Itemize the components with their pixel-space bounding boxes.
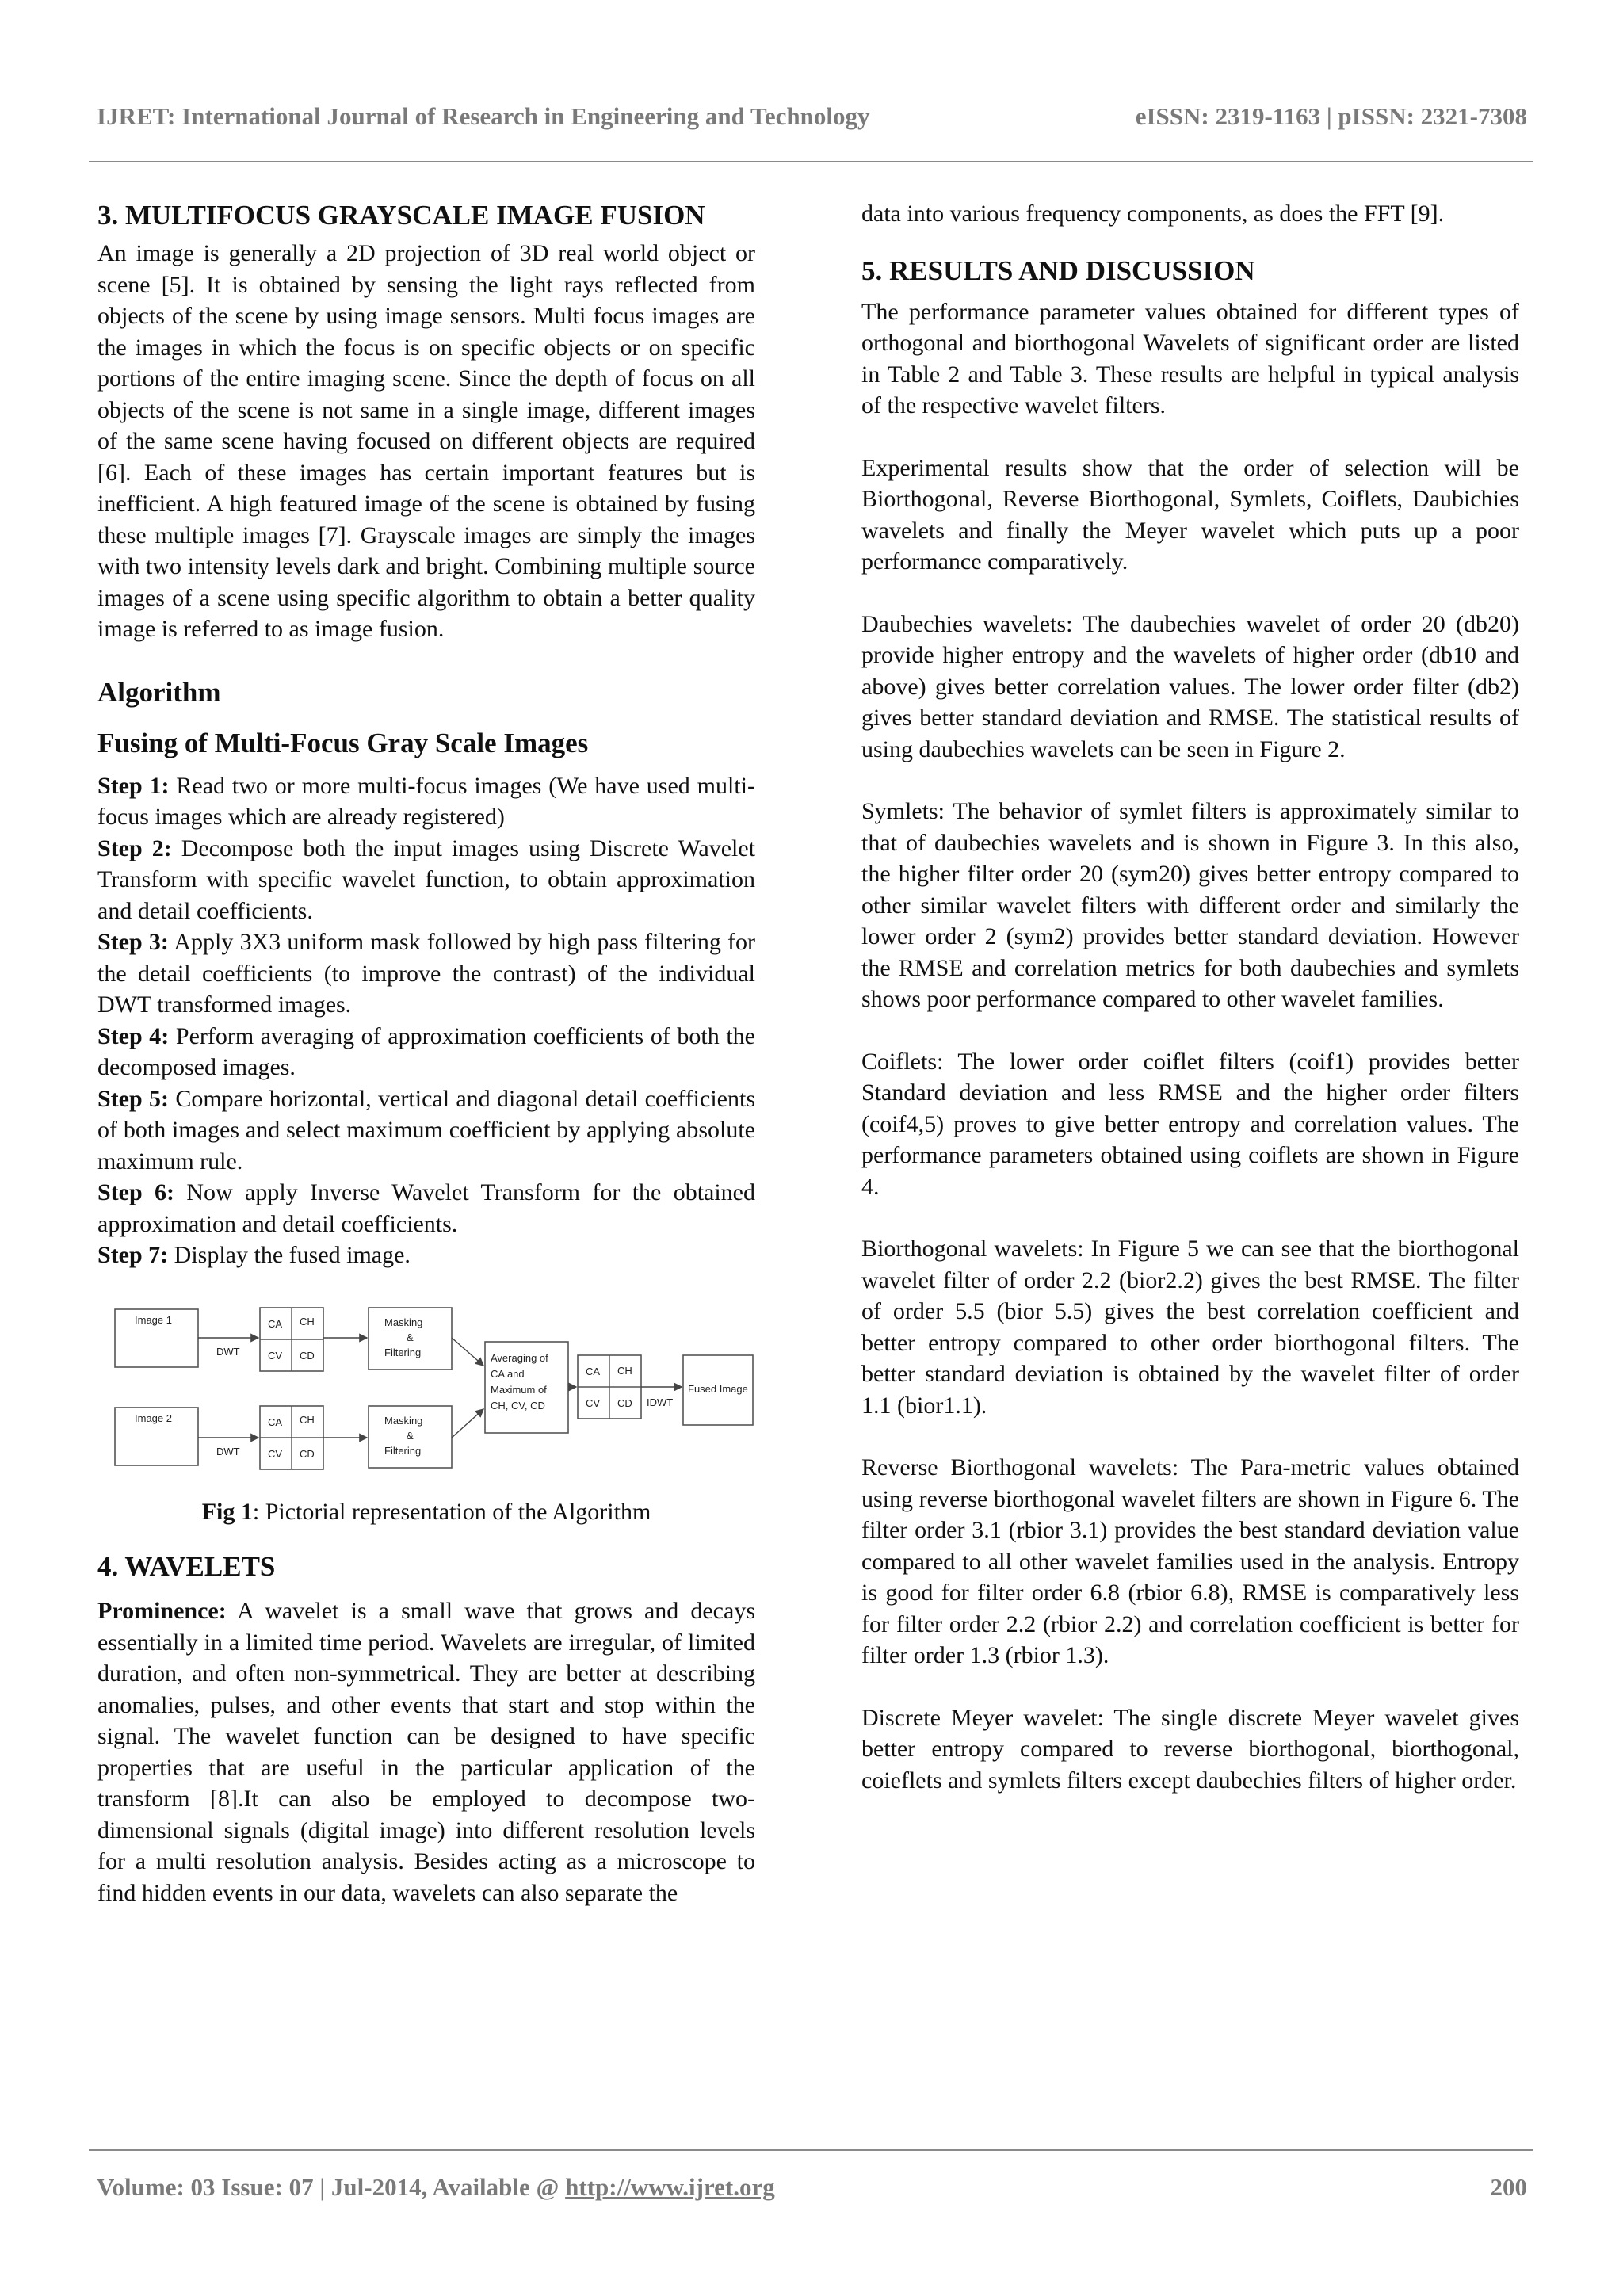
figure1-caption: Fig 1: Pictorial representation of the Algorithm [201,1498,651,1525]
header-rule [89,161,1533,162]
svg-text:Maximum of: Maximum of [491,1383,547,1396]
results-paragraph-meyer: Discrete Meyer wavelet: The single discrete Meyer wavelet gives better entropy compared to reverse biorthogonal, biorthogonal, coieflets and symlets filters except daubechies filters of higher order. [861,1704,1519,1794]
svg-text:CH: CH [300,1413,315,1426]
step-6: Step 6: Now apply Inverse Wavelet Transform for the obtained approximation and detail coefficients. [97,1179,755,1237]
step-5: Step 5: Compare horizontal, vertical and diagonal detail coefficients of both images and select maximum coefficient by applying absolute maximum rule. [97,1085,755,1175]
dwt-label-2: DWT [216,1445,240,1457]
svg-text:CA: CA [586,1365,601,1377]
section5-heading: 5. RESULTS AND DISCUSSION [861,254,1255,286]
section4-paragraph: Prominence: A wavelet is a small wave that grows and decays essentially in a limited time period. Wavelets are irregular, of limited duration, and often non-symmetrical. They are better at describing anomalies, pulses, and other events that start and stop within the signal. The wavelet function can be designed to have specific properties that are useful in the particular application of the transform [8].It can also be employed to decompose two-dimensional signals (digital image) into different resolution levels for a multi resolution analysis. Besides acting as a microscope to find hidden events in our data, wavelets can also separate the [97,1598,755,1906]
svg-text:CA: CA [268,1415,283,1428]
svg-text:&: & [407,1331,414,1343]
results-paragraph-biorthogonal: Biorthogonal wavelets: In Figure 5 we can see that the biorthogonal wavelet filter of order 2.2 (bior2.2) gives the best RMSE. The filter of order 5.5 (bior 5.5) gives the best correlation coefficient and better entropy compared to other order biorthogonal filters. The better standard deviation is obtained by the wavelet filter of order 1.1 (bior1.1). [861,1236,1519,1419]
results-paragraph-daubechies: Daubechies wavelets: The daubechies wavelet of order 20 (db20) provide higher entropy and the wavelets of higher order (db10 and above) gives better correlation values. The lower order filter (db2) gives better standard deviation and RMSE. The statistical results of using daubechies wavelets can be seen in Figure 2. [861,610,1519,762]
step-3: Step 3: Apply 3X3 uniform mask followed by high pass filtering for the detail coefficients (to improve the contrast) of the individual DWT transformed images. [97,929,755,1018]
footer-volume: Volume: 03 Issue: 07 | Jul-2014, Available @ http://www.ijret.org [97,2173,775,2201]
svg-text:Masking: Masking [384,1316,423,1328]
svg-text:CV: CV [268,1349,283,1362]
section3-paragraph: An image is generally a 2D projection of 3D real world object or scene [5]. It is obtained by sensing the light rays reflected from objects of the scene by using image sensors. Multi focus images are the images in which the focus is on specific objects or on specific portions of the entire imaging scene. Since the depth of focus on all objects of the scene is not same in a single image, different images of the same scene having focused on different objects are required [6]. Each of these images has certain important features but is inefficient. A high featured image of the scene is obtained by fusing these multiple images [7]. Grayscale images are simply the images with two intensity levels dark and bright. Combining multiple source images of a scene using specific algorithm to obtain a better quality image is referred to as image fusion. [97,240,755,642]
averaging-box [485,1342,568,1433]
coeff-grid-1 [260,1308,323,1371]
left-column [97,198,755,1908]
idwt-label: IDWT [647,1396,674,1408]
svg-text:Filtering: Filtering [384,1346,422,1358]
running-footer [97,2168,1527,2207]
svg-text:CA: CA [268,1317,283,1330]
algorithm-diagram [97,1298,755,1496]
step-7: Step 7: Display the fused image. [97,1242,411,1268]
masking-box-2 [369,1406,452,1468]
svg-text:CD: CD [300,1447,315,1460]
masking-box-1 [369,1308,452,1370]
image2-label: Image 2 [135,1412,172,1424]
section4-heading: 4. WAVELETS [97,1551,276,1582]
fused-image-label: Fused Image [688,1382,748,1395]
step-1: Step 1: Read two or more multi-focus images (We have used multi-focus images which are already registered) [97,772,755,830]
right-column [861,198,1519,1796]
results-paragraph-2: Experimental results show that the order of selection will be Biorthogonal, Reverse Biorthogonal, Symlets, Coiflets, Daubichies wavelets and finally the Meyer wavelet which puts up a poor performance comparatively. [861,454,1519,575]
svg-text:CA and: CA and [491,1367,525,1380]
svg-text:Averaging of: Averaging of [491,1351,548,1364]
dwt-label-1: DWT [216,1345,240,1358]
svg-text:CH: CH [300,1315,315,1328]
results-paragraph-coiflets: Coiflets: The lower order coiflet filters (coif1) provides better Standard deviation and less RMSE and the higher order filters (coif4,5) proves to give better entropy and correlation values. The performance parameters obtained using coiflets are shown in Figure 4. [861,1048,1519,1200]
coeff-grid-fused [578,1355,641,1419]
svg-text:CD: CD [300,1349,315,1362]
coeff-grid-2 [260,1406,323,1469]
svg-text:CD: CD [617,1396,632,1409]
results-paragraph-1: The performance parameter values obtained for different types of orthogonal and biorthogonal Wavelets of significant order are listed in Table 2 and Table 3. These results are helpful in typical analysis of the respective wavelet filters. [861,298,1519,418]
svg-text:CH, CV, CD: CH, CV, CD [491,1399,545,1412]
step-2: Step 2: Decompose both the input images using Discrete Wavelet Transform with specific wavelet function, to obtain approximation and detail coefficients. [97,835,755,924]
running-header [97,97,1527,136]
journal-title: IJRET: International Journal of Research in Engineering and Technology [97,102,870,130]
algorithm-subheading: Fusing of Multi-Focus Gray Scale Images [97,727,589,758]
step-4: Step 4: Perform averaging of approximation coefficients of both the decomposed images. [97,1022,755,1080]
image1-label: Image 1 [135,1313,172,1326]
svg-text:&: & [407,1429,414,1442]
section4-continued: data into various frequency components, as does the FFT [9]. [861,201,1445,227]
page-number: 200 [1490,2173,1527,2201]
results-paragraph-reverse-biorthogonal: Reverse Biorthogonal wavelets: The Para-metric values obtained using reverse biorthogonal wavelet filters are shown in Figure 6. The filter order 3.1 (rbior 3.1) provides the best standard deviation value compared to all other wavelet families used in the analysis. Entropy is good for filter order 6.8 (rbior 6.8), RMSE is comparatively less for filter order 2.2 (rbior 2.2) and correlation coefficient is better for filter order 1.3 (rbior 1.3). [861,1454,1519,1668]
journal-link[interactable]: http://www.ijret.org [565,2173,775,2201]
svg-text:CV: CV [268,1447,283,1460]
results-paragraph-symlets: Symlets: The behavior of symlet filters is approximately similar to that of daubechies wavelets and is shown in Figure 3. In this also, the higher filter order 20 (sym20) gives better entropy compared to other similar wavelet filters with different order and similarly the lower order 2 (sym2) provides better standard deviation. However the RMSE and correlation metrics for both daubechies and symlets shows poor performance compared to other wavelet families. [861,798,1519,1012]
algorithm-heading: Algorithm [97,676,221,708]
section3-heading: 3. MULTIFOCUS GRAYSCALE IMAGE FUSION [97,200,705,231]
footer-rule [89,2149,1533,2151]
svg-text:Filtering: Filtering [384,1444,422,1457]
issn-info: eISSN: 2319-1163 | pISSN: 2321-7308 [1135,102,1527,130]
svg-text:CH: CH [617,1364,632,1377]
svg-text:CV: CV [586,1396,601,1409]
svg-text:Masking: Masking [384,1414,423,1427]
